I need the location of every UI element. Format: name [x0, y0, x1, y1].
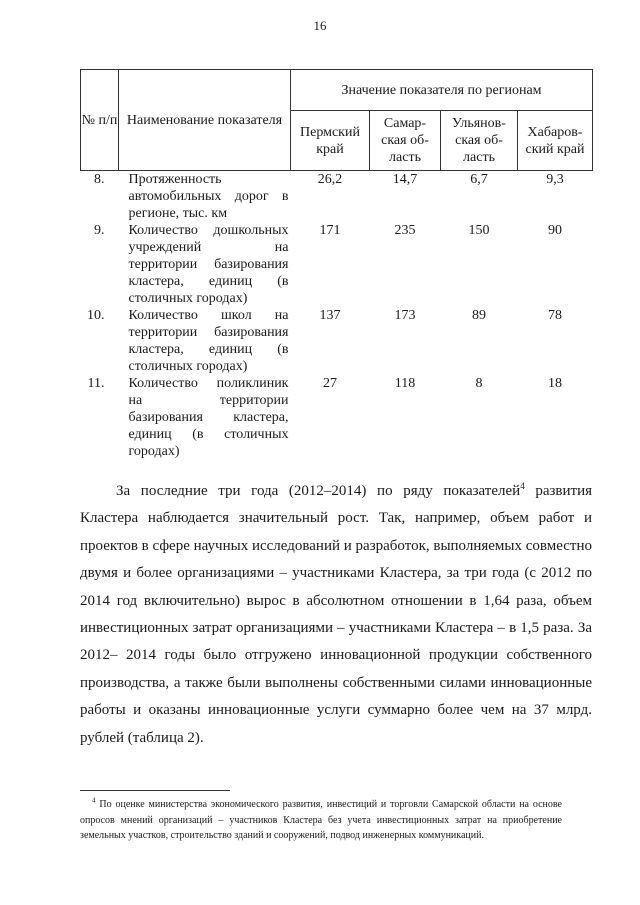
row-value-khabarovsk: 18 — [548, 376, 562, 391]
table-row — [81, 375, 593, 460]
row-value-samara: 118 — [394, 376, 416, 391]
header-region-group: Значение показателя по регионам — [291, 70, 593, 111]
indicators-table — [80, 69, 593, 460]
body-paragraph — [80, 478, 592, 752]
row-value-perm: 171 — [319, 223, 341, 238]
row-indicator-name: Протяженность автомобильных дорог в регионе, тыс. км — [128, 172, 289, 221]
header-region-perm: Пермский край — [291, 111, 370, 171]
header-indicator-name: Наименование показателя — [119, 70, 291, 171]
row-value-ulyanovsk: 89 — [472, 308, 486, 323]
footnote-text: По оценке министерства экономического развития, инвестиций и торговли Самарской области на основе опросов мнений организаций – участников Кластера без учета инвестиционных затрат на приобретение земельных участков, строительство зданий и сооружений, подвод инженерных коммуникаций. — [80, 799, 562, 841]
page-number: 16 — [313, 18, 327, 33]
row-value-ulyanovsk: 6,7 — [470, 172, 488, 187]
row-value-perm: 26,2 — [317, 172, 343, 187]
row-number: 11. — [87, 376, 105, 391]
row-number: 8. — [94, 172, 105, 187]
row-value-ulyanovsk: 8 — [475, 376, 483, 391]
row-value-khabarovsk: 9,3 — [546, 172, 564, 187]
row-value-khabarovsk: 90 — [548, 223, 562, 238]
row-value-ulyanovsk: 150 — [468, 223, 490, 238]
row-number: 9. — [94, 223, 105, 238]
footnote — [80, 797, 562, 844]
row-indicator-name: Количество дошкольных учреждений на территории базирования кластера, единиц (в столичных городах) — [128, 223, 289, 306]
header-region-khabarovsk: Хабаров-ский край — [518, 111, 593, 171]
table-row — [81, 171, 593, 223]
table-header-row — [81, 70, 593, 111]
header-region-samara: Самар-ская об-ласть — [370, 111, 441, 171]
row-indicator-name: Количество поликлиник на территории базирования кластера, единиц (в столичных городах) — [128, 376, 289, 459]
table-row — [81, 307, 593, 375]
row-value-samara: 14,7 — [392, 172, 418, 187]
row-indicator-name: Количество школ на территории базирования кластера, единиц (в столичных городах) — [128, 308, 289, 374]
row-value-perm: 27 — [323, 376, 337, 391]
row-value-samara: 235 — [394, 223, 416, 238]
paragraph-text-end: развития Кластера наблюдается значительный рост. Так, например, объем работ и проектов в сфере научных исследований и разработок, выполняемых совместно двумя и более организациями – участниками Кластера, за три года (с 2012 по 2014 год включительно) вырос в абсолютном отношении в 1,64 раза, объем инвестиционных затрат организациями – участниками Кластера – в 1,5 раза. За 2012– 2014 годы было отгружено инновационной продукции собственного производства, а также были выполнены собственными силами инновационные работы и оказаны инновационные услуги суммарно более чем на 37 млрд. рублей (таблица 2). — [80, 483, 592, 746]
footnote-marker: 4 — [92, 796, 96, 805]
footnote-separator — [80, 790, 230, 791]
row-value-perm: 137 — [319, 308, 341, 323]
header-region-ulyanovsk: Ульянов-ская об-ласть — [441, 111, 518, 171]
footnote-reference: 4 — [520, 481, 525, 491]
row-number: 10. — [87, 308, 105, 323]
row-value-khabarovsk: 78 — [548, 308, 562, 323]
header-number: № п/п — [81, 70, 119, 171]
table-row — [81, 222, 593, 307]
row-value-samara: 173 — [394, 308, 416, 323]
paragraph-text-start: За последние три года (2012–2014) по ряду показателей — [116, 483, 521, 499]
